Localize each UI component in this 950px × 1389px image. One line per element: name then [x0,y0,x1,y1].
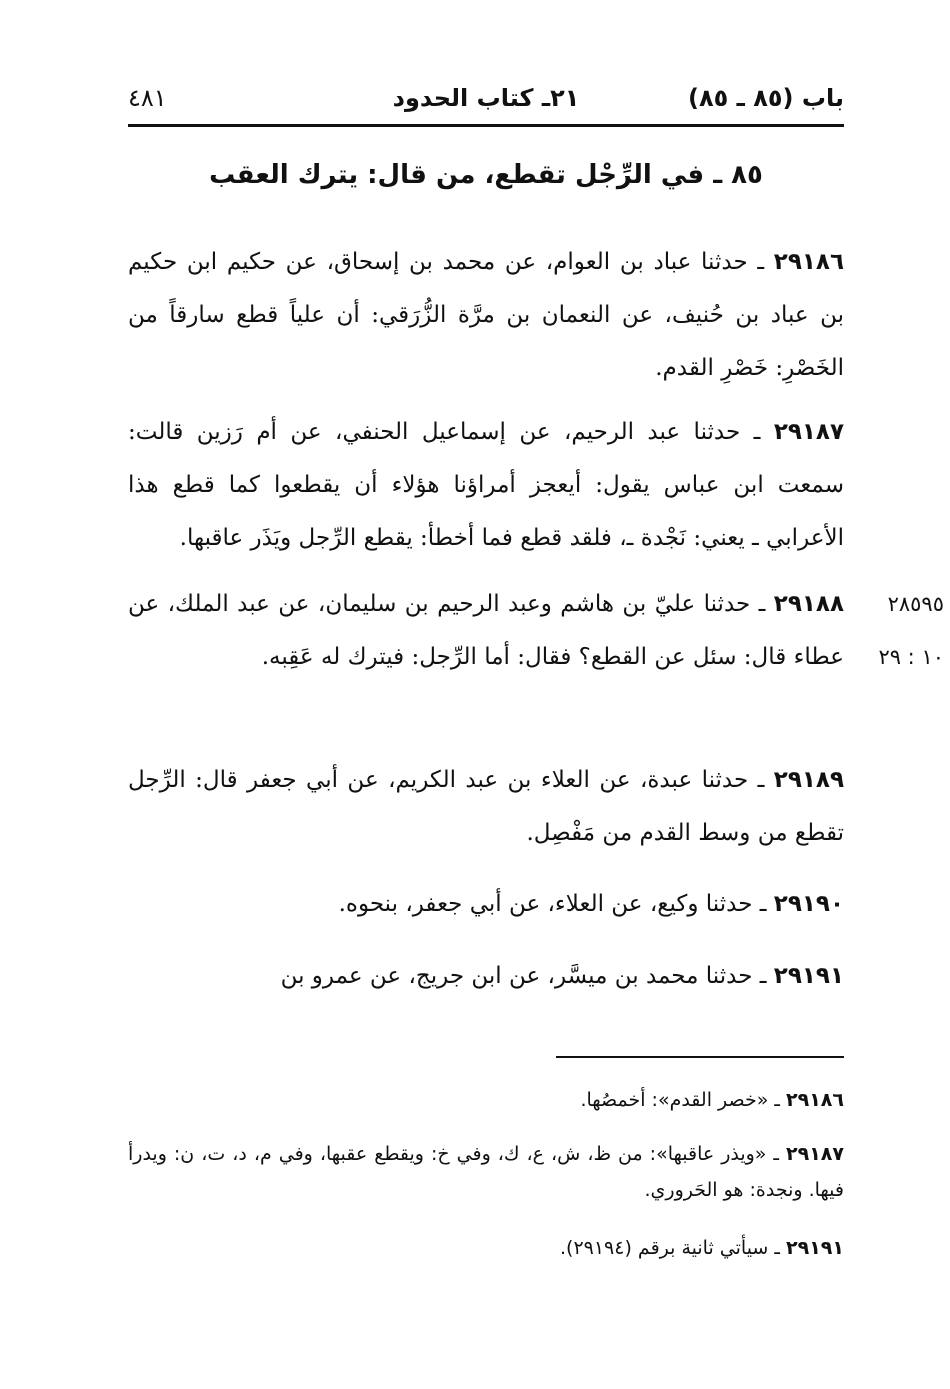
margin-reference: ١٠ : ٢٩ [878,645,944,669]
hadith-number: ٢٩١٩٠ [773,891,844,917]
hadith-paragraph [128,578,844,684]
footnote-text: ـ سيأتي ثانية برقم (٢٩١٩٤). [559,1237,780,1259]
footnote-text: ـ «ويذر عاقبها»: من ظ، ش، ع، ك، وفي خ: ويقطع عقبها، وفي م، د، ت، ن: ويدرأ فيها. ونجدة: هو الحَروري. [128,1143,844,1201]
footnote-text: ـ «خصر القدم»: أخمصُها. [580,1089,780,1111]
hadith-paragraph [128,754,844,860]
footnote-number: ٢٩١٩١ [786,1237,844,1259]
running-header [128,80,844,124]
footnote-number: ٢٩١٨٦ [786,1089,844,1111]
footnote-number: ٢٩١٨٧ [786,1143,844,1165]
chapter-title: ٨٥ ـ في الرِّجْل تقطع، من قال: يترك العقب [209,160,763,190]
hadith-text: ـ حدثنا عباد بن العوام، عن محمد بن إسحاق، عن حكيم ابن حكيم بن عباد بن حُنيف، عن النعمان بن مرَّة الزُّرَقي: أن علياً قطع سارقاً من الخَصْرِ: خَصْرِ القدم. [128,249,844,381]
hadith-text: ـ حدثنا وكيع، عن العلاء، عن أبي جعفر، بنحوه. [338,891,767,917]
chapter-range: باب (٨٥ ـ ٨٥) [688,84,844,112]
hadith-number: ٢٩١٨٩ [773,767,844,793]
footnote [128,1082,844,1118]
footnote-rule [556,1056,844,1058]
hadith-text: ـ حدثنا عبد الرحيم، عن إسماعيل الحنفي، عن أم رَزين قالت: سمعت ابن عباس يقول: أيعجز أمراؤنا هؤلاء أن يقطعوا كما قطع هذا الأعرابي ـ يعني: نَجْدة ـ، فلقد قطع فما أخطأ: يقطع الرِّجل ويَذَر عاقبها. [128,419,844,551]
hadith-number: ٢٩١٩١ [773,963,844,989]
hadith-number: ٢٩١٨٨ [773,591,844,617]
hadith-number: ٢٩١٨٦ [773,249,844,275]
footnote [128,1136,844,1208]
hadith-text: ـ حدثنا محمد بن ميسَّر، عن ابن جريج، عن عمرو بن [280,963,767,989]
hadith-paragraph [128,950,844,1003]
hadith-paragraph [128,406,844,565]
hadith-paragraph [128,236,844,395]
header-rule [128,124,844,127]
hadith-text: ـ حدثنا عليّ بن هاشم وعبد الرحيم بن سليمان، عن عبد الملك، عن عطاء قال: سئل عن القطع؟ فقال: أما الرِّجل: فيترك له عَقِبه. [128,591,844,670]
footnote [128,1230,844,1266]
hadith-paragraph [128,878,844,931]
margin-reference: ٢٨٥٩٥ [887,592,944,616]
page-number: ٤٨١ [128,84,167,112]
hadith-number: ٢٩١٨٧ [773,419,845,445]
hadith-text: ـ حدثنا عبدة، عن العلاء بن عبد الكريم، عن أبي جعفر قال: الرِّجل تقطع من وسط القدم من مَفْصِل. [128,767,844,846]
book-title: ٢١ـ كتاب الحدود [392,84,580,112]
